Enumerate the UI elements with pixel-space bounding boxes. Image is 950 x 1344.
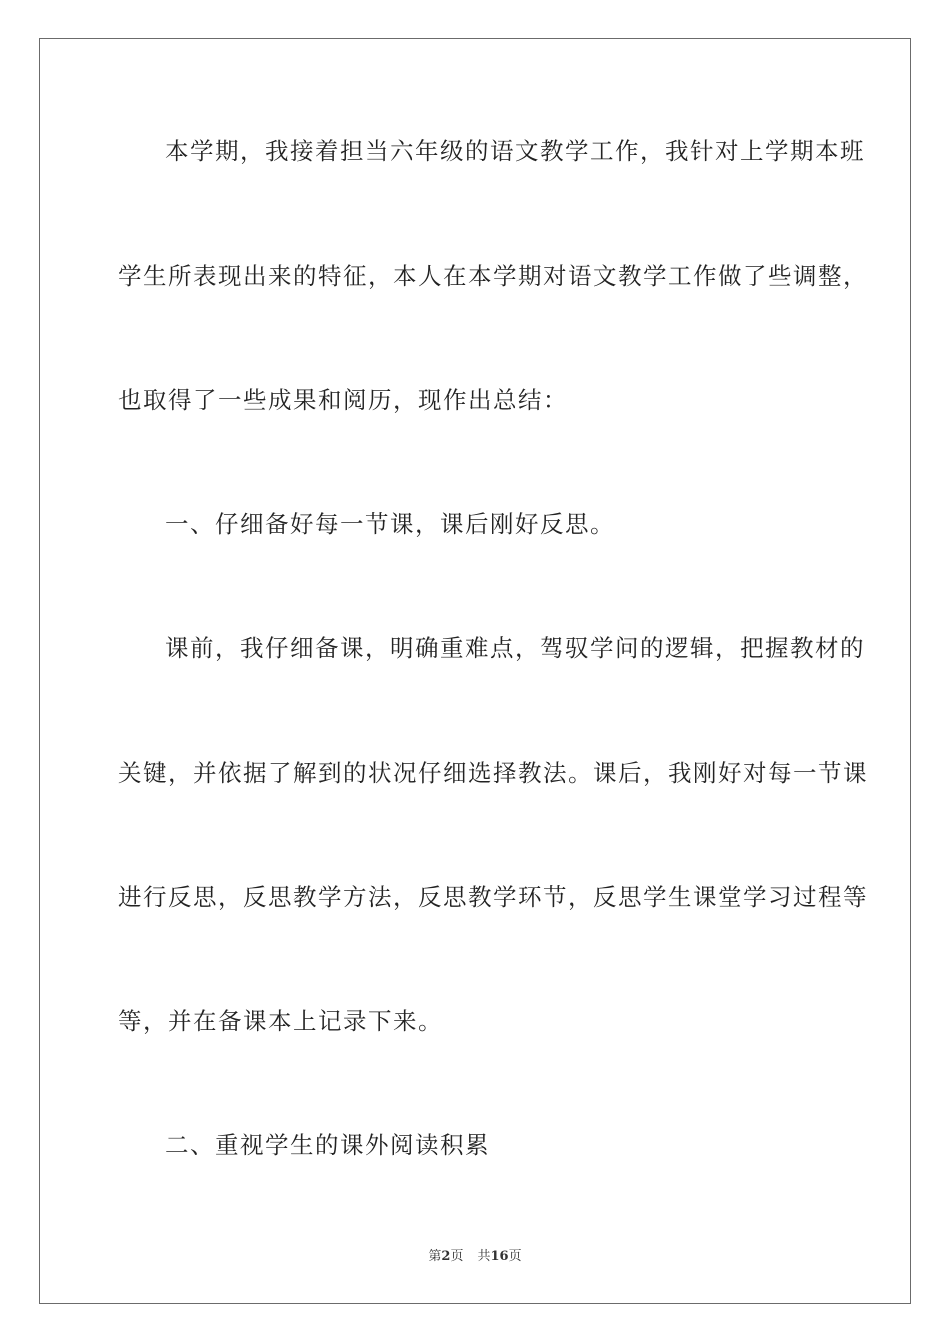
total-prefix: 共 (477, 1249, 491, 1264)
paragraph-2-line-4: 等，并在备课本上记录下来。 (118, 1007, 443, 1035)
current-page-number: 2 (441, 1249, 451, 1264)
section-heading-1: 一、仔细备好每一节课，课后刚好反思。 (165, 510, 615, 538)
total-suffix: 页 (508, 1249, 522, 1264)
total-page-count: 16 (490, 1249, 509, 1264)
paragraph-1-line-1: 本学期，我接着担当六年级的语文教学工作，我针对上学期本班 (165, 137, 865, 165)
paragraph-1-line-3: 也取得了一些成果和阅历，现作出总结： (118, 386, 568, 414)
page-prefix: 第 (428, 1249, 442, 1264)
section-heading-2: 二、重视学生的课外阅读积累 (165, 1131, 490, 1159)
page-frame (39, 38, 911, 1304)
paragraph-2-line-1: 课前，我仔细备课，明确重难点，驾驭学问的逻辑，把握教材的 (165, 634, 865, 662)
page-suffix: 页 (450, 1249, 464, 1264)
paragraph-2-line-2: 关键，并依据了解到的状况仔细选择教法。课后，我刚好对每一节课 (118, 759, 868, 787)
paragraph-1-line-2: 学生所表现出来的特征，本人在本学期对语文教学工作做了些调整， (118, 262, 868, 290)
paragraph-2-line-3: 进行反思，反思教学方法，反思教学环节，反思学生课堂学习过程等 (118, 883, 868, 911)
page-footer (0, 1248, 950, 1266)
